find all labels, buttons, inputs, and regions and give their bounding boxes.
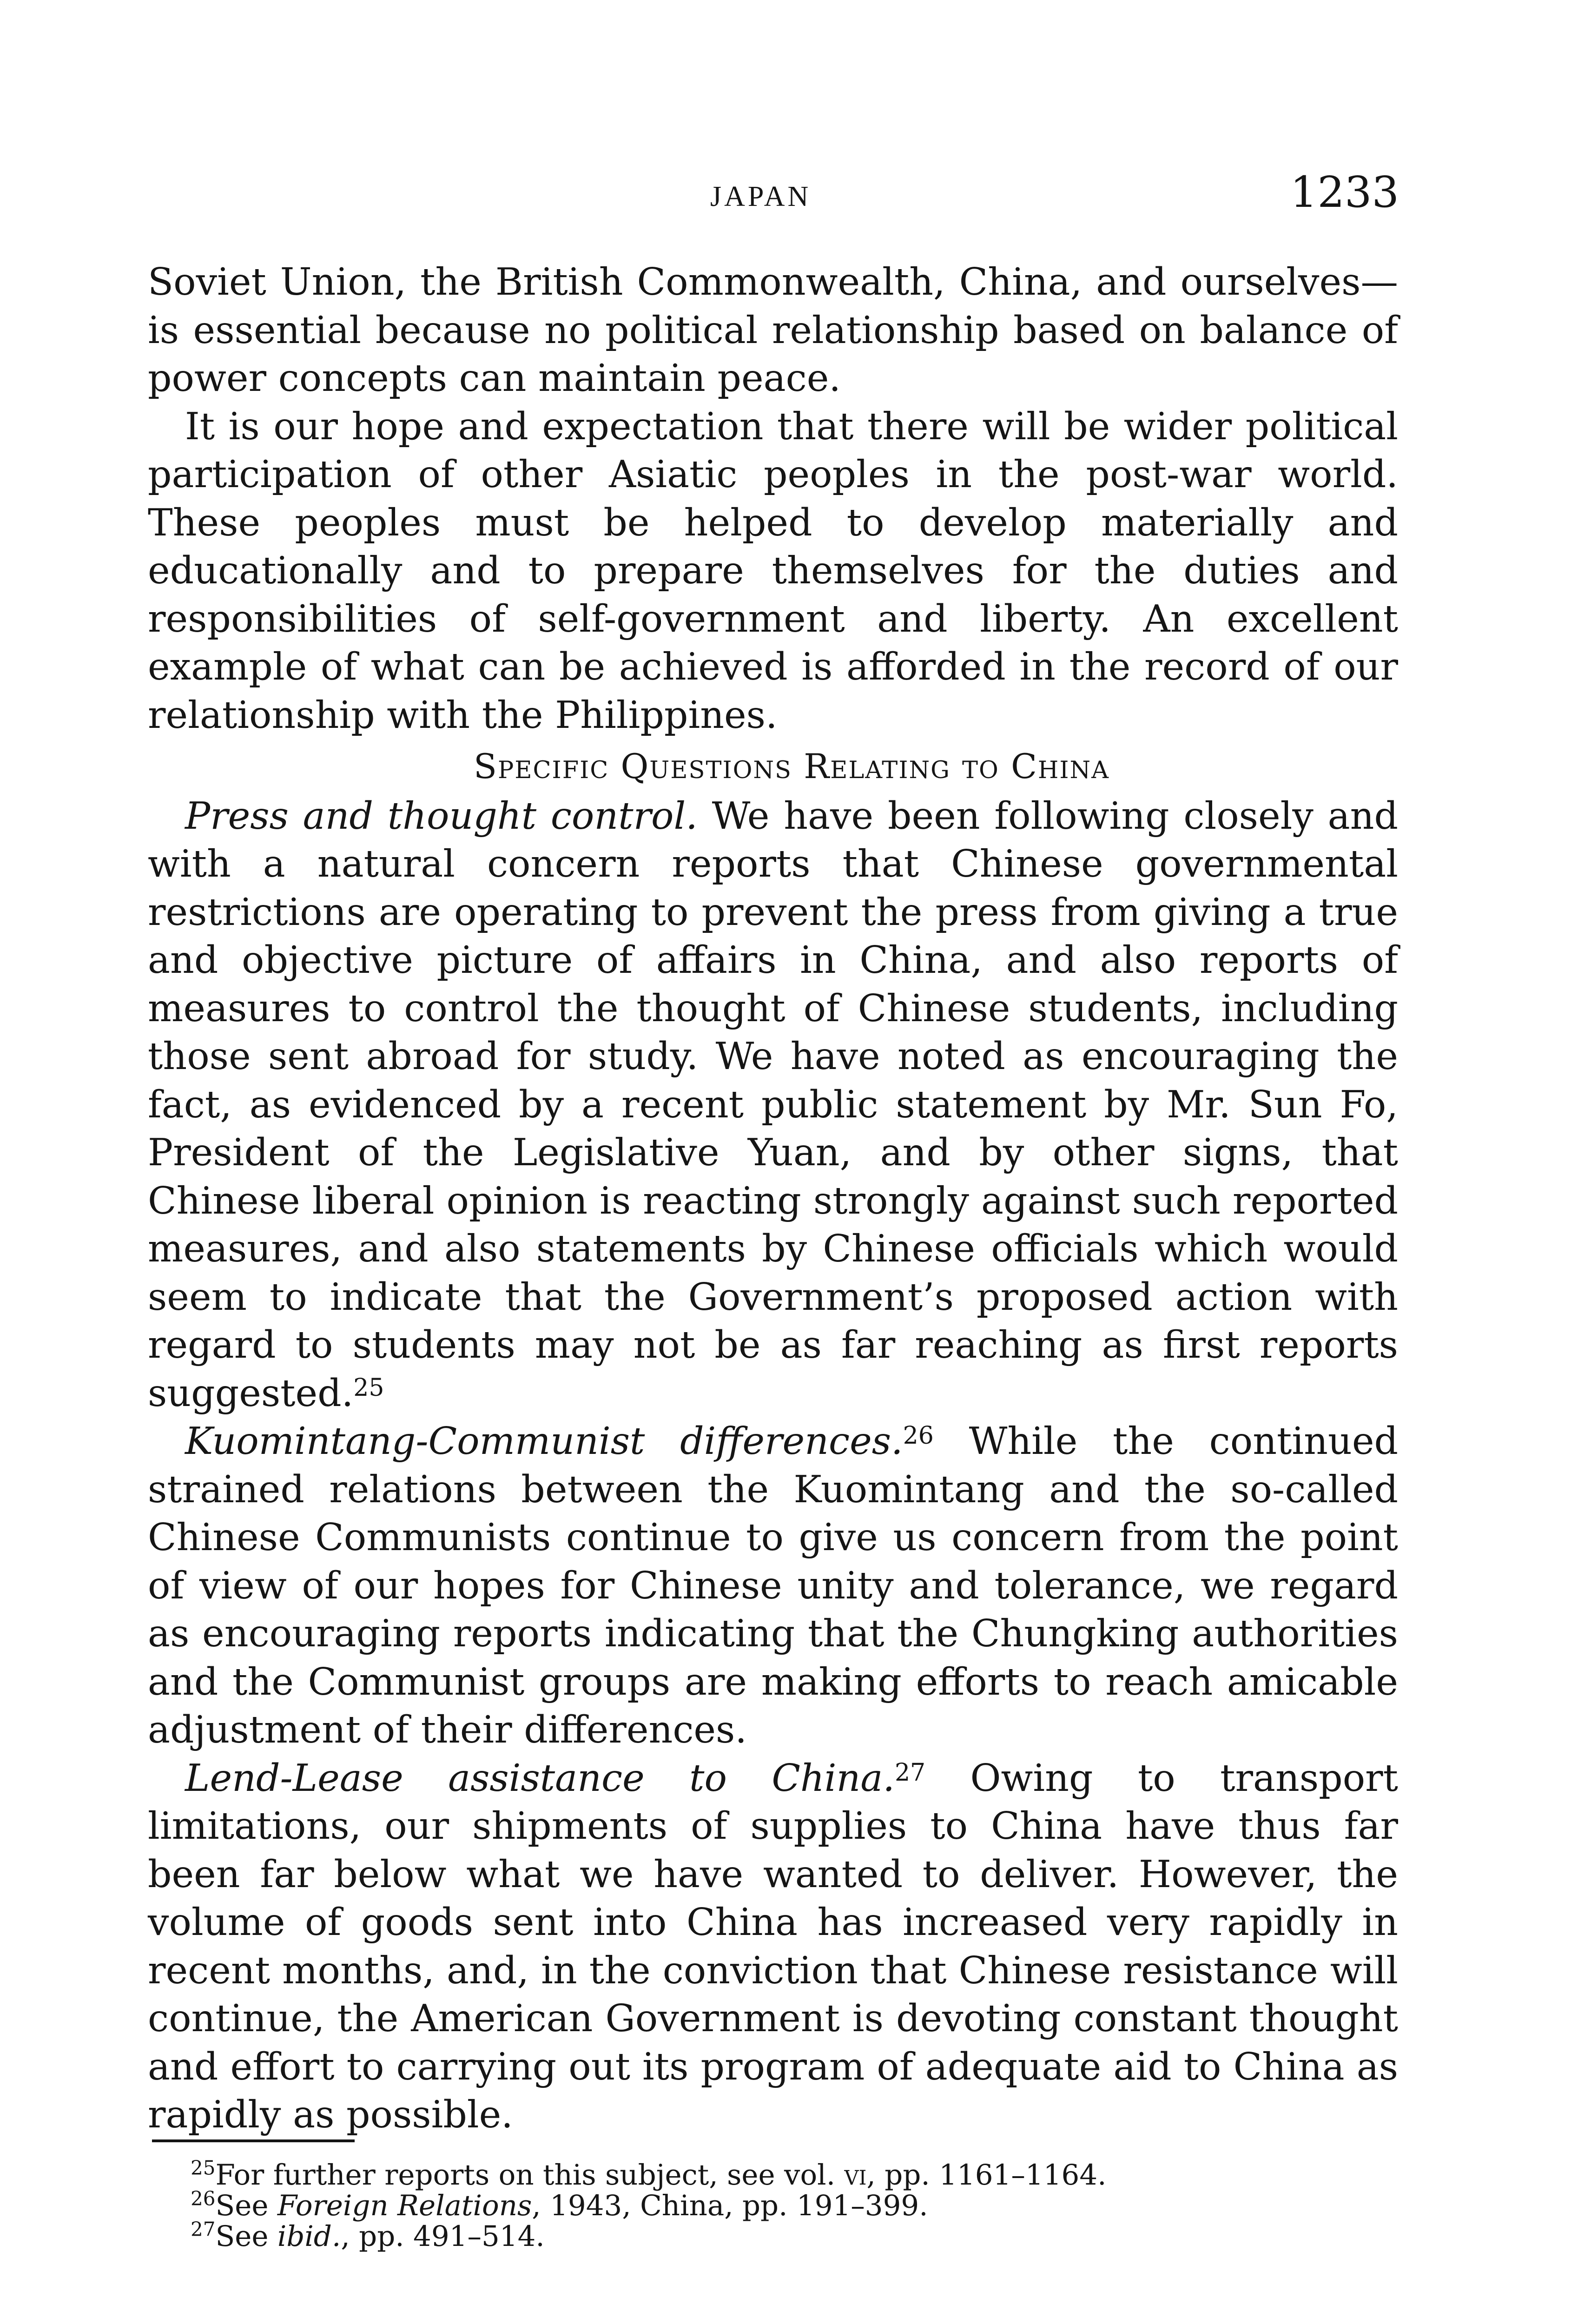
footnote-reference: 25 — [353, 1373, 384, 1402]
footnote-text-end: , 1943, China, pp. 191–399. — [532, 2189, 928, 2222]
paragraph-continuation: Soviet Union, the British Commonwealth, China, and ourselves—is essential because no political relationship based on balance of power concepts can maintain peace. — [148, 260, 1398, 400]
footnote-title-italic: Foreign Relations — [277, 2189, 532, 2222]
paragraph-kuomintang-communist — [148, 1417, 1398, 1754]
footnote-text: See — [215, 2220, 277, 2253]
paragraph-text: While the continued strained relations between the Kuomintang and the so-called Chinese Communists continue to give us concern from the point of view of our hopes for Chinese unity and tolerance, we regard as encouraging reports indicating that the Chungking authorities and the Communist groups are making efforts to reach amicable adjustment of their differences. — [148, 1419, 1399, 1751]
footnote-26 — [191, 2187, 1399, 2222]
footnote-text-end: , pp. 491–514. — [341, 2220, 545, 2253]
paragraph-lead-italic: Lend-Lease assistance to China. — [185, 1756, 895, 1800]
footnote-rule — [152, 2139, 355, 2142]
footnote-text: For further reports on this subject, see vol. — [215, 2159, 845, 2192]
footnote-marker: 27 — [191, 2218, 216, 2241]
footnote-marker: 26 — [191, 2187, 216, 2210]
footnote-reference: 26 — [903, 1422, 934, 1450]
footnote-marker: 25 — [191, 2156, 216, 2179]
body-text — [148, 258, 1398, 2139]
footnote-25 — [191, 2156, 1399, 2192]
paragraph-asiatic-peoples: It is our hope and expectation that there will be wider political participation of other Asiatic peoples in the post-war world. These peoples must be helped to develop materially and educationally and to prepare themselves for the duties and responsibilities of self-government and liberty. An excellent example of what can be achieved is afforded in the record of our relationship with the Philippines. — [148, 404, 1398, 737]
paragraph-text: Owing to transport limitations, our shipments of supplies to China have thus far been far below what we have wanted to deliver. However, the volume of goods sent into China has increased very rapidly in recent months, and, in the conviction that Chinese resistance will continue, the American Government is devoting constant thought and effort to carrying out its program of adequate aid to China as rapidly as possible. — [148, 1756, 1398, 2136]
page-number: 1233 — [1290, 167, 1399, 217]
running-title: JAPAN — [710, 181, 812, 212]
footnote-text-end: , pp. 1161–1164. — [866, 2159, 1107, 2192]
footnote-volume: vi — [844, 2159, 867, 2192]
footnote-reference: 27 — [894, 1758, 926, 1787]
paragraph-lend-lease — [148, 1754, 1398, 2139]
paragraph-press-thought-control — [148, 792, 1398, 1418]
paragraph-text: We have been following closely and with a natural concern reports that Chinese governmental restrictions are operating to prevent the press from giving a true and objective picture of affairs in China, and also reports of measures to control the thought of Chinese students, including those sent abroad for study. We have noted as encouraging the fact, as evidenced by a recent public statement by Mr. Sun Fo, President of the Legislative Yuan, and by other signs, that Chinese liberal opinion is reacting strongly against such reported measures, and also statements by Chinese officials which would seem to indicate that the Government’s proposed action with regard to students may not be as far reaching as first reports suggested. — [148, 793, 1398, 1415]
footnotes — [191, 2156, 1399, 2253]
footnote-text: See — [215, 2189, 277, 2222]
running-head — [0, 167, 1571, 218]
footnote-27 — [191, 2218, 1399, 2253]
paragraph-lead-italic: Kuomintang-Communist differences. — [185, 1419, 903, 1463]
footnote-title-italic: ibid. — [277, 2220, 341, 2253]
section-heading: Specific Questions Relating to China — [473, 747, 1109, 786]
paragraph-lead-italic: Press and thought control. — [185, 793, 698, 838]
